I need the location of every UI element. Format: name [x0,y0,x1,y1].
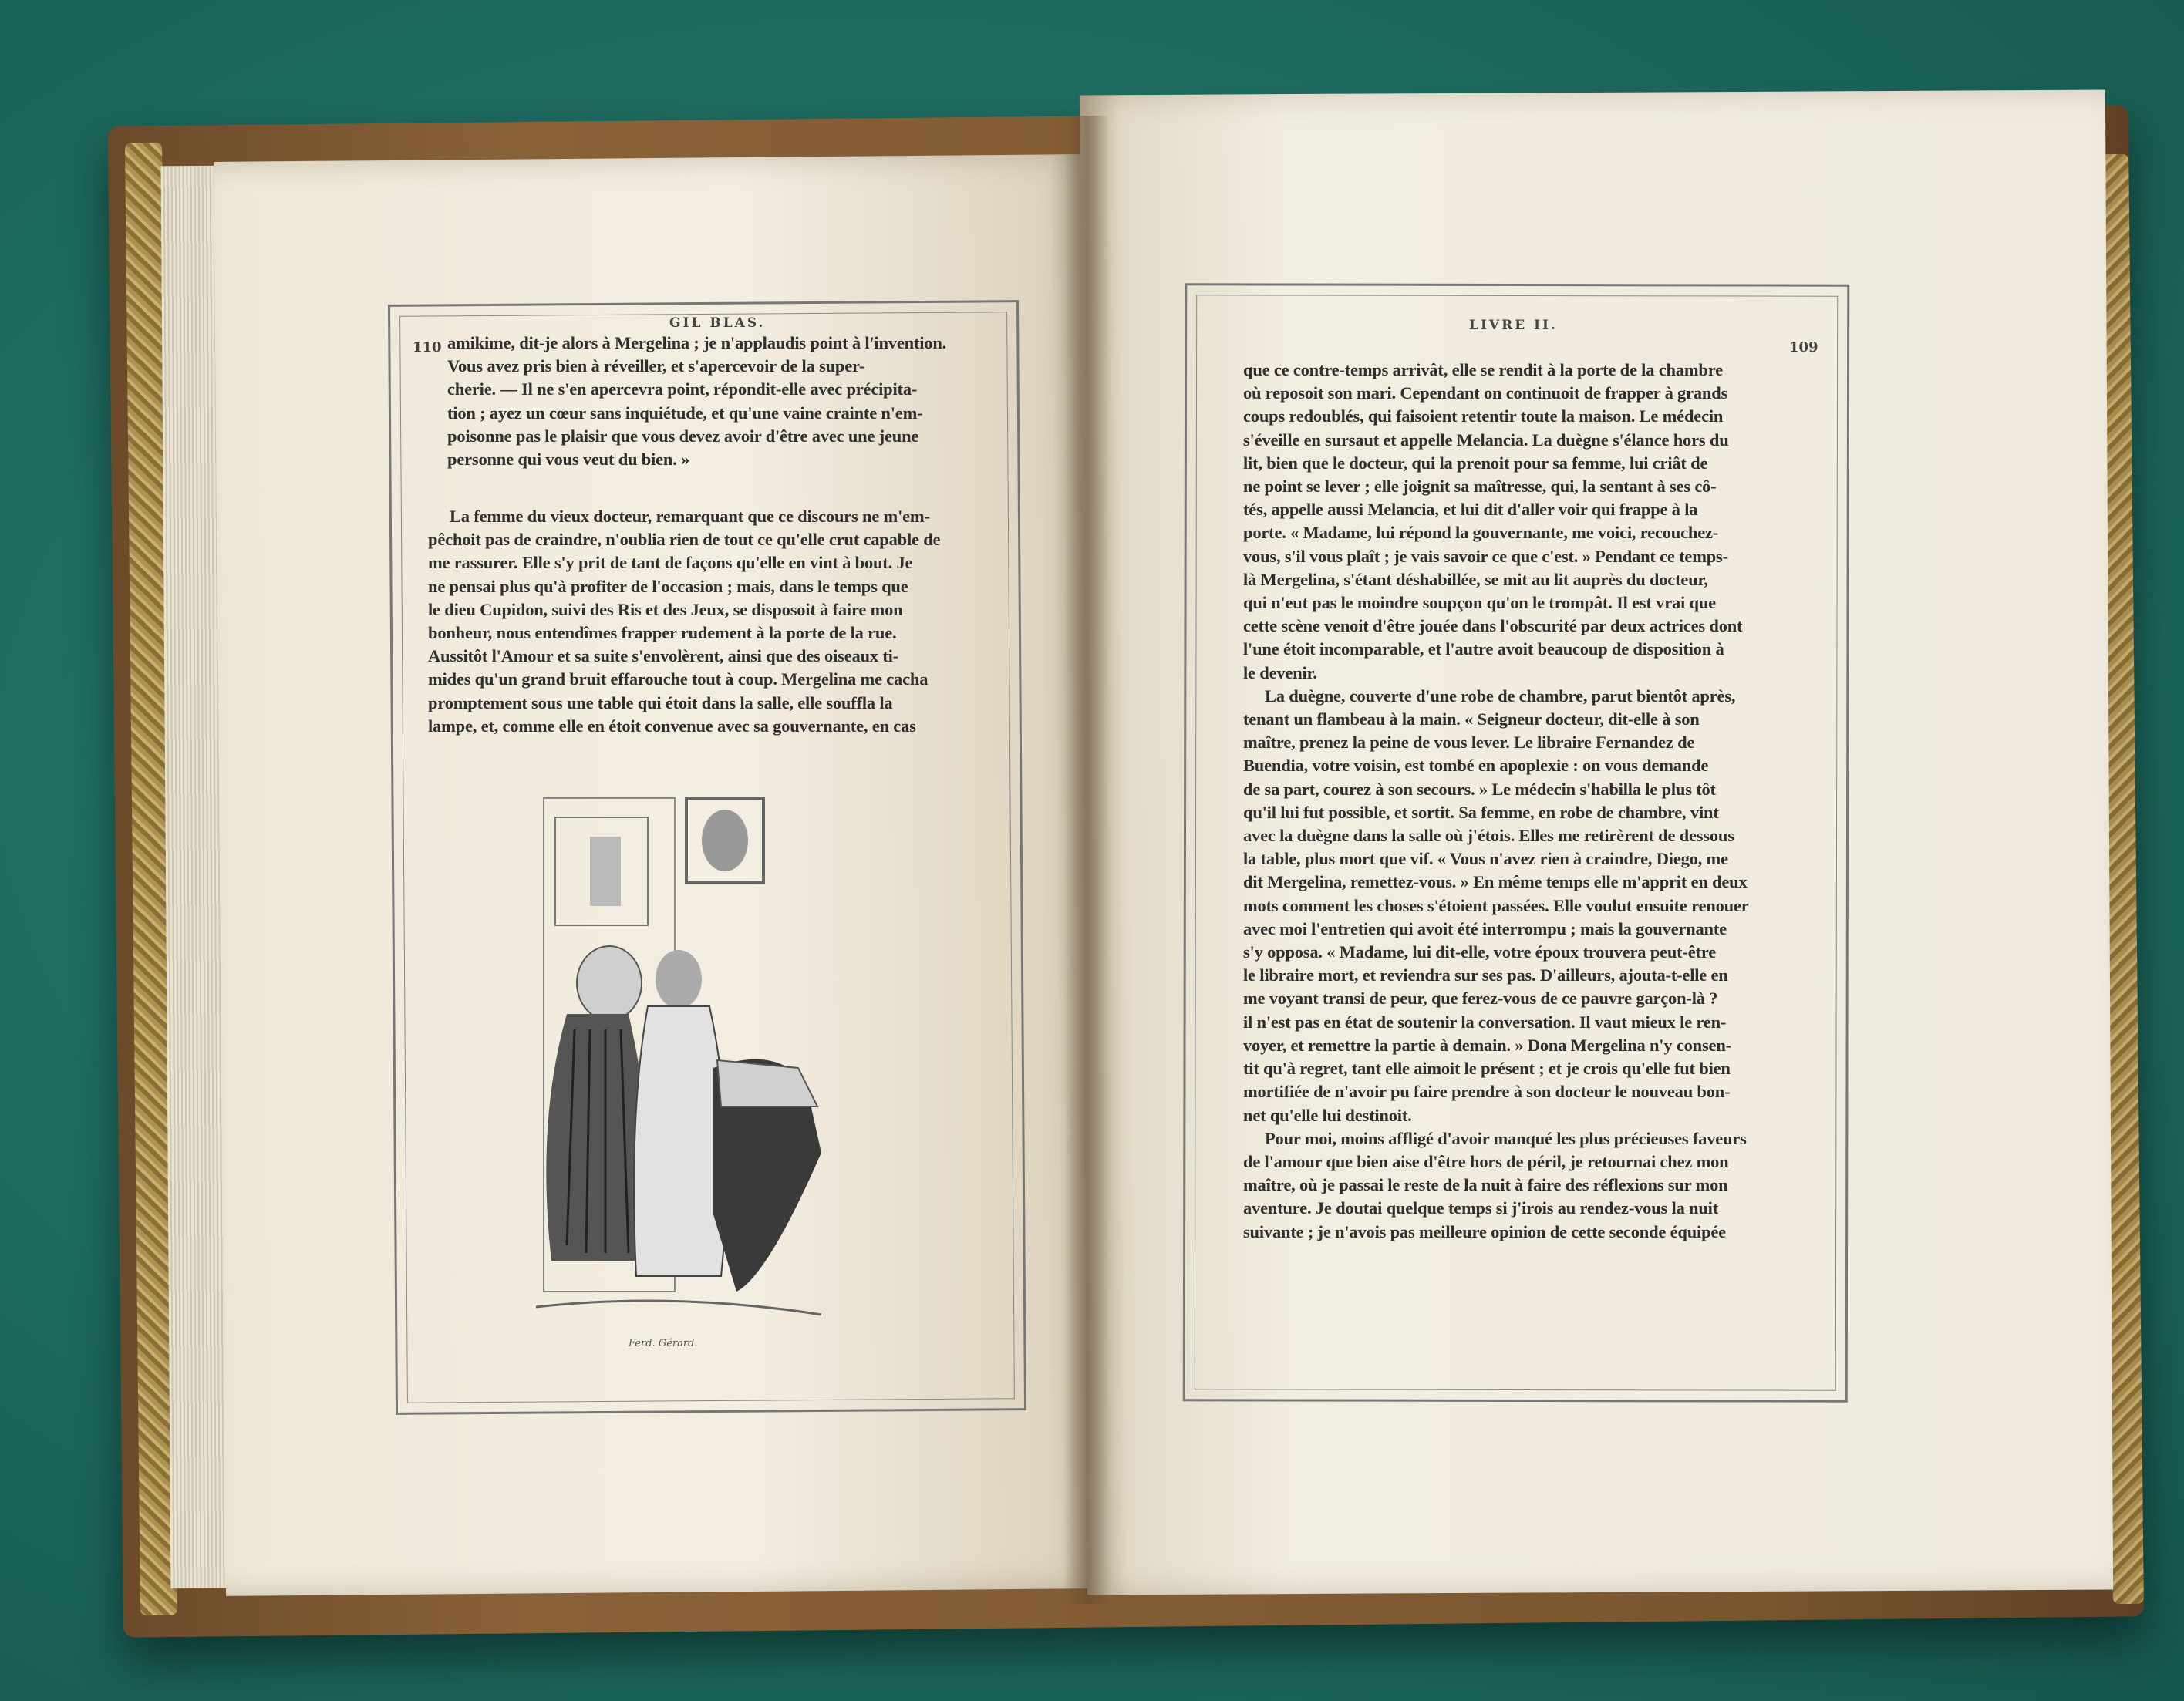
text-line: la table, plus mort que vif. « Vous n'avez rien à craindre, Diego, me [1243,849,1728,869]
book-gutter [1064,116,1111,1604]
text-line: tés, appelle aussi Melancia, et lui dit d'aller voir qui frappe à la [1243,500,1698,520]
text-line: vous, s'il vous plaît ; je vais savoir ce que c'est. » Pendant ce temps- [1243,546,1728,566]
right-running-head: LIVRE II. [1469,318,1558,333]
text-line: maître, où je passai le reste de la nuit à faire des réflexions sur mon [1243,1175,1728,1195]
text-line: avec moi l'entretien qui avoit été interrompu ; mais la gouvernante [1243,918,1727,938]
text-line: tenant un flambeau à la main. « Seigneur docteur, dit-elle à son [1243,709,1700,729]
text-line: lampe, et, comme elle en étoit convenue avec sa gouvernante, en cas [428,716,916,736]
left-text-paragraph [428,505,960,738]
text-line: il n'est pas en état de soutenir la conversation. Il vaut mieux le ren- [1243,1012,1727,1032]
text-line: là Mergelina, s'étant déshabillée, se mit au lit auprès du docteur, [1243,569,1708,589]
text-line: mides qu'un grand bruit effarouche tout à coup. Mergelina me cacha [428,669,929,689]
text-line: que ce contre-temps arrivât, elle se rendit à la porte de la chambre [1243,360,1723,379]
text-line: amikime, dit-je alors à Mergelina ; je n'applaudis point à l'invention. [447,333,947,352]
right-text-body [1243,359,1806,1244]
text-line: l'une étoit incomparable, et l'autre avoit beaucoup de disposition à [1243,639,1724,659]
text-line: Vous avez pris bien à réveiller, et s'apercevoir de la super- [447,356,865,376]
text-line: avec la duègne dans la salle où j'étois. Elles me retirèrent de dessous [1243,826,1734,846]
text-line: de l'amour que bien aise d'être hors de péril, je retournai chez mon [1243,1151,1729,1171]
right-page-number: 109 [1789,339,1818,355]
text-line: La femme du vieux docteur, remarquant que ce discours ne m'em- [450,507,930,526]
text-line: mots comment les choses s'étoient passées. Elle voulut ensuite renouer [1243,895,1749,915]
text-line: qu'il lui fut possible, et sortit. Sa femme, en robe de chambre, vint [1243,802,1719,822]
text-line: personne qui vous veut du bien. » [447,450,690,470]
text-line: de sa part, courez à son secours. » Le médecin s'habilla le plus tôt [1243,779,1716,799]
text-line: s'éveille en sursaut et appelle Melancia. La duègne s'élance hors du [1243,429,1729,450]
text-line: dit Mergelina, remettez-vous. » En même temps elle m'apprit en deux [1243,872,1748,892]
text-line: me voyant transi de peur, que ferez-vous de ce pauvre garçon-là ? [1243,989,1718,1009]
text-line: tit qu'à regret, tant elle aimoit le présent ; et je crois qu'elle fut bien [1243,1059,1731,1079]
left-text-top [447,332,960,471]
illustration-credit: Ferd. Gérard. [629,1338,698,1349]
text-line: le libraire mort, et reviendra sur ses pas. D'ailleurs, ajouta-t-elle en [1243,965,1728,985]
text-line: ne point se lever ; elle joignit sa maîtresse, qui, la sentant à ses cô- [1243,477,1717,497]
text-line: poisonne pas le plaisir que vous devez avoir d'être avec une jeune [447,426,919,446]
text-line: porte. « Madame, lui répond la gouvernante, me voici, recouchez- [1243,523,1719,543]
text-line: pêchoit pas de craindre, n'oublia rien de tout ce qu'elle crut capable de [428,530,941,550]
text-line: voyer, et remettre la partie à demain. » Dona Mergelina n'y consen- [1243,1035,1731,1055]
text-line: cette scène venoit d'être jouée dans l'obscurité par deux actrices dont [1243,616,1743,636]
text-line: s'y opposa. « Madame, lui dit-elle, votre époux trouvera peut-être [1243,942,1716,962]
text-line: Aussitôt l'Amour et sa suite s'envolèrent, ainsi que des oiseaux ti- [428,646,898,666]
text-line: La duègne, couverte d'une robe de chambre, parut bientôt après, [1265,685,1736,706]
text-line: où reposoit son mari. Cependant on continuoit de frapper à grands [1243,383,1728,403]
text-line: maître, prenez la peine de vous lever. Le libraire Fernandez de [1243,733,1695,753]
text-line: qui n'eut pas le moindre soupçon qu'on le trompât. Il est vrai que [1243,593,1716,613]
left-running-head: GIL BLAS. [669,315,766,331]
text-line: le devenir. [1243,662,1317,682]
text-line: aventure. Je doutai quelque temps si j'irois au rendez-vous la nuit [1243,1198,1719,1218]
text-line: coups redoublés, qui faisoient retentir toute la maison. Le médecin [1243,406,1724,426]
text-line: ne pensai plus qu'à profiter de l'occasion ; mais, dans le temps que [428,576,908,596]
text-line: Buendia, votre voisin, est tombé en apoplexie : on vous demande [1243,756,1709,776]
text-line: lit, bien que le docteur, qui la prenoit pour sa femme, lui criât de [1243,453,1708,473]
text-line: suivante ; je n'avois pas meilleure opinion de cette seconde équipée [1243,1221,1726,1241]
text-line: le dieu Cupidon, suivi des Ris et des Jeux, se disposoit à faire mon [428,599,903,619]
text-line: Pour moi, moins affligé d'avoir manqué les plus précieuses faveurs [1265,1128,1747,1148]
text-line: net qu'elle lui destinoit. [1243,1105,1412,1125]
left-page-number: 110 [413,339,442,355]
text-line: me rassurer. Elle s'y prit de tant de façons qu'elle en vint à bout. Je [428,553,913,573]
engraving-illustration [521,783,829,1322]
text-line: cherie. — Il ne s'en apercevra point, répondit-elle avec précipita- [447,379,918,399]
text-line: promptement sous une table qui étoit dans la salle, elle souffla la [428,692,893,712]
text-line: bonheur, nous entendîmes frapper rudement à la porte de la rue. [428,623,897,643]
text-line: tion ; ayez un cœur sans inquiétude, et qu'une vaine crainte n'em- [447,403,923,423]
text-line: mortifiée de n'avoir pu faire prendre à son docteur le nouveau bon- [1243,1082,1731,1102]
